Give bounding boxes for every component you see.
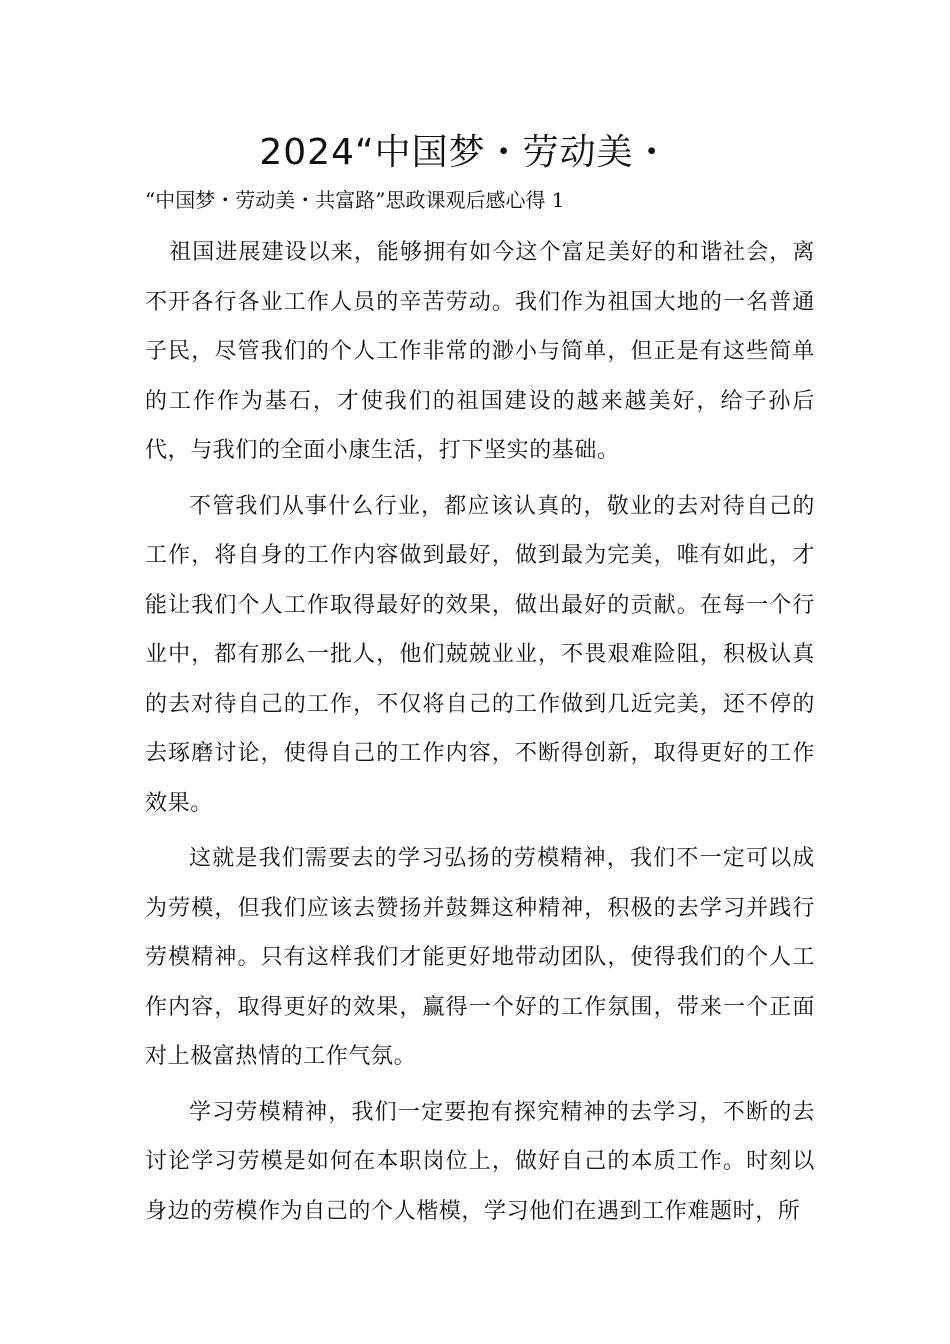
paragraph-3: 这就是我们需要去的学习弘扬的劳模精神，我们不一定可以成为劳模，但我们应该去赞扬并鼓舞这种精神，积极的去学习并践行劳模精神。只有这样我们才能更好地带动团队，使得我们的个人工作内容，取得更好的效果，赢得一个好的工作氛围，带来一个正面对上极富热情的工作气氛。 xyxy=(145,846,815,1069)
document-subtitle: “中国梦・劳动美・共富路”思政课观后感心得 1 xyxy=(145,188,565,212)
document-body xyxy=(145,228,815,1242)
paragraph-2: 不管我们从事什么行业，都应该认真的，敬业的去对待自己的工作，将自身的工作内容做到最好，做到最为完美，唯有如此，才能让我们个人工作取得最好的效果，做出最好的贡献。在每一个行业中，都有那么一批人，他们兢兢业业，不畏艰难险阻，积极认真的去对待自己的工作，不仅将自己的工作做到几近完美，还不停的去琢磨讨论，使得自己的工作内容，不断得创新，取得更好的工作效果。 xyxy=(145,493,815,816)
paragraph-4: 学习劳模精神，我们一定要抱有探究精神的去学习，不断的去讨论学习劳模是如何在本职岗位上，做好自己的本质工作。时刻以身边的劳模作为自己的个人楷模，学习他们在遇到工作难题时，所 xyxy=(145,1099,815,1224)
document-title: 2024“中国梦・劳动美・ xyxy=(259,132,671,173)
paragraph-1: 祖国进展建设以来，能够拥有如今这个富足美好的和谐社会，离不开各行各业工作人员的辛苦劳动。我们作为祖国大地的一名普通子民，尽管我们的个人工作非常的渺小与简单，但正是有这些简单的工作作为基石，才使我们的祖国建设的越来越美好，给子孙后代，与我们的全面小康生活，打下坚实的基础。 xyxy=(145,240,815,463)
